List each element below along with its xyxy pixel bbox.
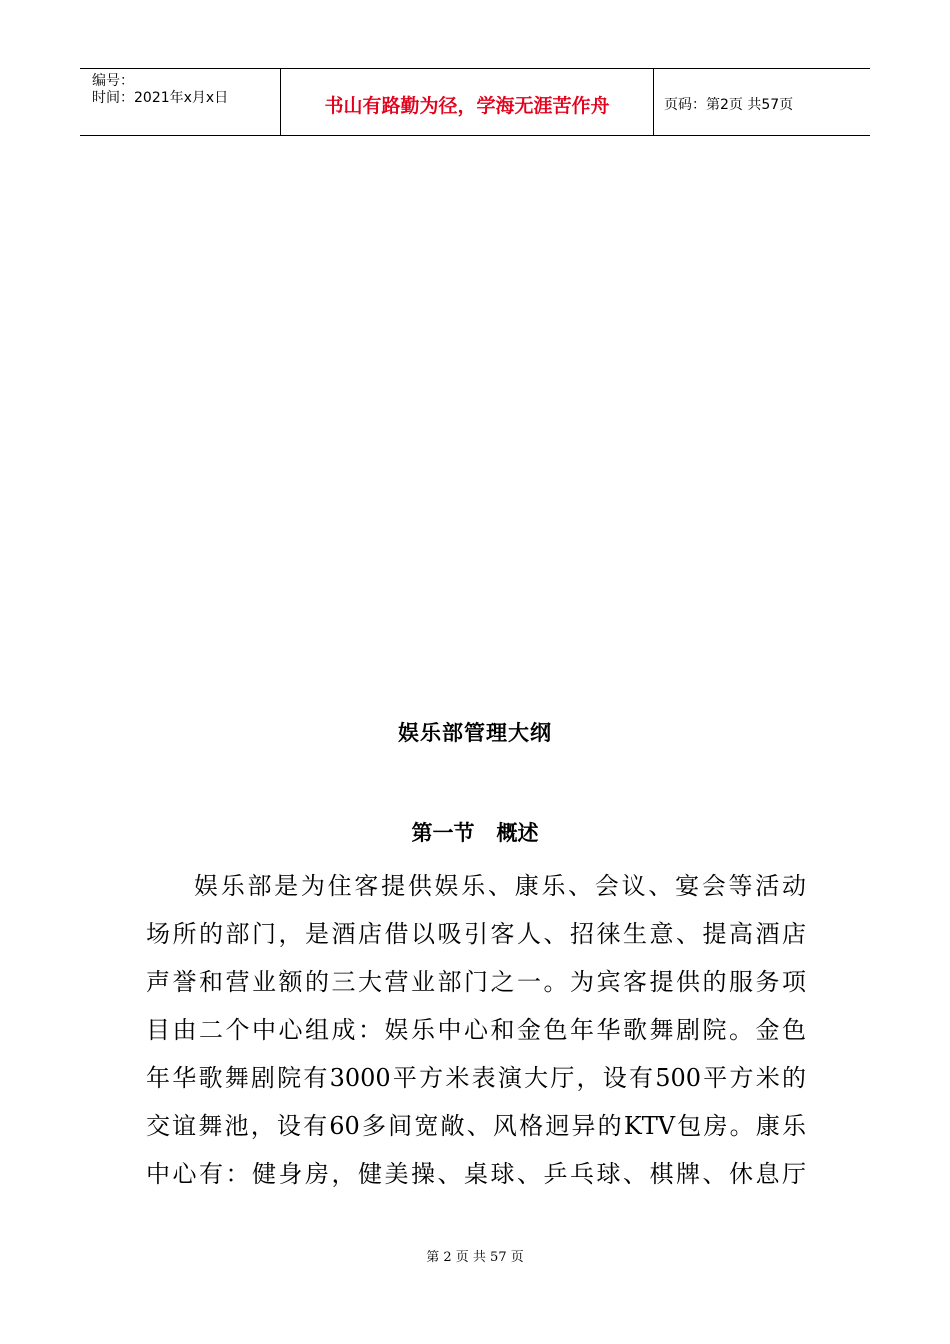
body-paragraph — [146, 862, 806, 1198]
paragraph-line: 娱乐部是为住客提供娱乐、康乐、会议、宴会等活动 — [194, 872, 806, 900]
header-number-label: 编号： — [92, 73, 134, 89]
page-footer: 第 2 页 共 57 页 — [426, 1250, 524, 1265]
paragraph-line: 场所的部门，是酒店借以吸引客人、招徕生意、提高酒店 — [146, 920, 806, 948]
document-title: 娱乐部管理大纲 — [398, 721, 552, 745]
header-page-info: 页码：第2页 共57页 — [664, 97, 794, 113]
header-meta-cell — [80, 69, 281, 135]
page-header — [80, 68, 870, 136]
paragraph-line: 目由二个中心组成：娱乐中心和金色年华歌舞剧院。金色 — [146, 1016, 806, 1044]
paragraph-line: 声誉和营业额的三大营业部门之一。为宾客提供的服务项 — [146, 968, 806, 996]
paragraph-line: 交谊舞池，设有60多间宽敞、风格迥异的KTV包房。康乐 — [146, 1112, 806, 1140]
header-page-cell — [654, 69, 870, 135]
paragraph-line: 年华歌舞剧院有3000平方米表演大厅，设有500平方米的 — [146, 1064, 806, 1092]
header-motto: 书山有路勤为径，学海无涯苦作舟 — [324, 94, 610, 117]
header-time-label: 时间：2021年x月x日 — [92, 90, 229, 106]
header-motto-cell — [281, 69, 654, 135]
section-title: 第一节 概述 — [411, 821, 539, 845]
paragraph-line: 中心有：健身房，健美操、桌球、乒乓球、棋牌、休息厅 — [146, 1160, 806, 1188]
